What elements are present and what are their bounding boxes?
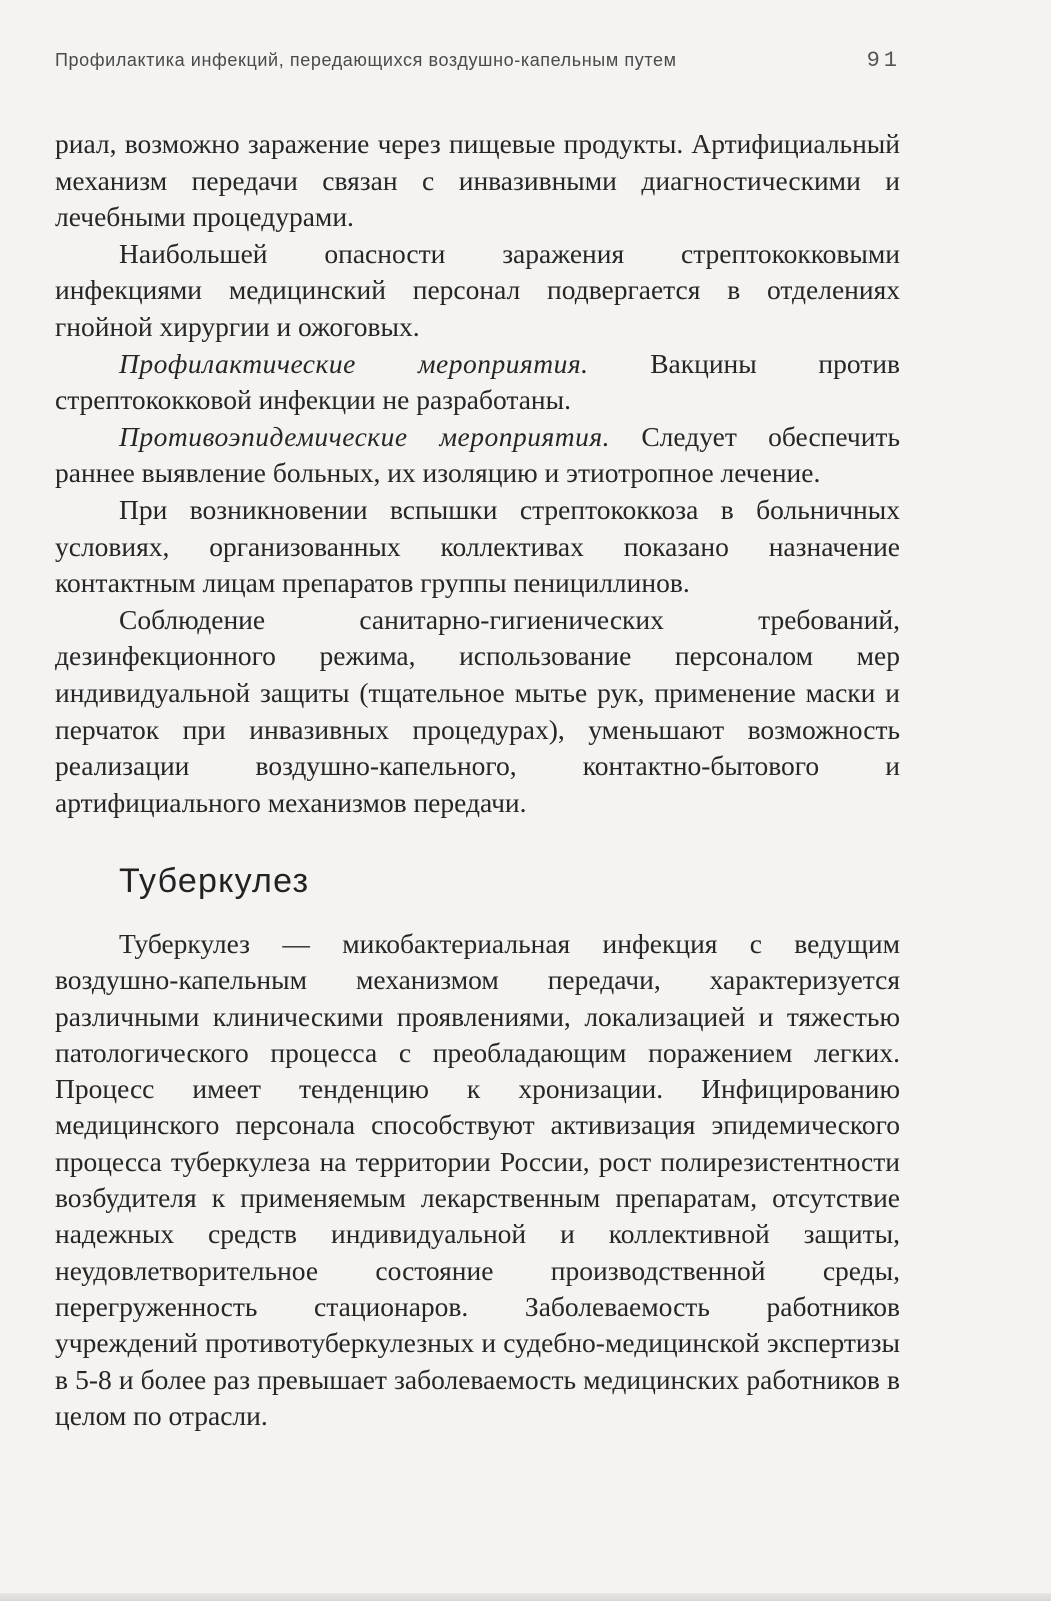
paragraph-label-prophylaxis: Профилактические мероприятия. bbox=[119, 347, 589, 379]
section-title-tuberculosis: Туберкулез bbox=[119, 862, 310, 900]
page-number: 91 bbox=[866, 48, 901, 73]
section-streptococcus-body bbox=[55, 126, 900, 821]
section-tuberculosis-body bbox=[55, 926, 900, 1434]
paragraph-text: Вакцины против стрептококковой инфекции не разработаны. bbox=[55, 347, 900, 416]
paragraph: Туберкулез — микобактериальная инфекция с ведущим воздушно-капельным механизмом передачи, характеризуется различными клиническими проявлениями, локализацией и тяжестью патологического процесса с преобладающим поражением легких. Процесс имеет тенденцию к хронизации. Инфицированию медицинского персонала способствуют активизация эпидемического процесса туберкулеза на территории России, рост полирезистентности возбудителя к применяемым лекарственным препаратам, отсутствие надежных средств индивидуальной и коллективной защиты, неудовлетворительное состояние производственной среды, перегруженность стационаров. Заболеваемость работников учреждений противотуберкулезных и судебно-медицинской экспертизы в 5-8 и более раз превышает заболеваемость медицинских работников в целом по отрасли. bbox=[55, 928, 900, 1431]
paragraph bbox=[55, 346, 900, 419]
running-header bbox=[55, 48, 901, 74]
page-bottom-edge bbox=[0, 1593, 1051, 1601]
paragraph: При возникновении вспышки стрептококкоза в больничных условиях, организованных коллективах показано назначение контактным лицам препаратов группы пенициллинов. bbox=[55, 493, 900, 599]
paragraph-label-antiepidemic: Противоэпидемические мероприятия. bbox=[119, 420, 610, 452]
paragraph: риал, возможно заражение через пищевые продукты. Артифициальный механизм передачи связан с инвазивными диагностическими и лечебными процедурами. bbox=[55, 128, 900, 233]
paragraph bbox=[55, 419, 900, 492]
paragraph: Соблюдение санитарно-гигиенических требований, дезинфекционного режима, использование персоналом мер индивидуальной защиты (тщательное мытье рук, применение маски и перчаток при инвазивных процедурах), уменьшают возможность реализации воздушно-капельного, контактно-бытового и артифициального механизмов передачи. bbox=[55, 603, 900, 818]
paragraph: Наибольшей опасности заражения стрептококковыми инфекциями медицинский персонал подвергается в отделениях гнойной хирургии и ожоговых. bbox=[55, 237, 900, 342]
paragraph-text: Следует обеспечить раннее выявление больных, их изоляцию и этиотропное лечение. bbox=[55, 420, 900, 489]
running-title: Профилактика инфекций, передающихся воздушно-капельным путем bbox=[55, 50, 677, 70]
